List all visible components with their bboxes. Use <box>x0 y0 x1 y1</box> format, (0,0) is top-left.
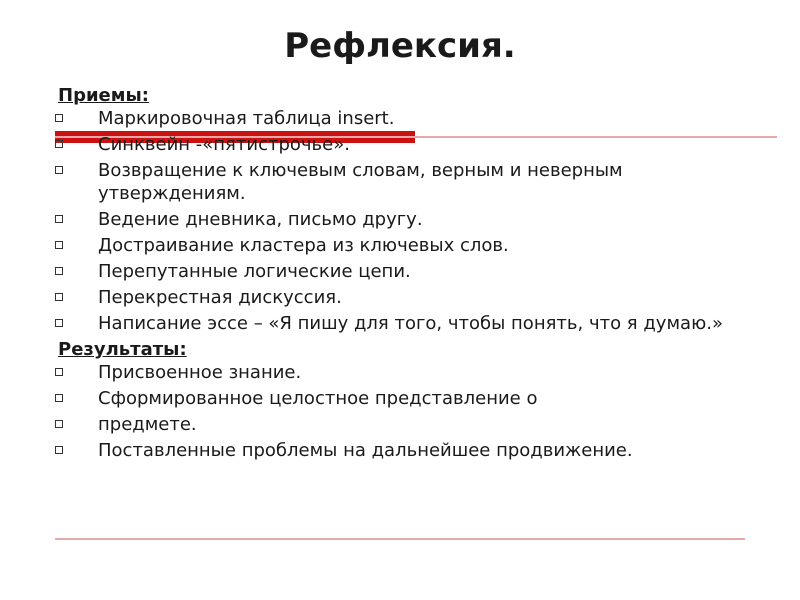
bottom-divider <box>55 538 745 540</box>
list-item: Присвоенное знание. <box>52 361 752 384</box>
list-item: Ведение дневника, письмо другу. <box>52 208 752 231</box>
square-bullet-icon <box>55 241 63 249</box>
square-bullet-icon <box>55 140 63 148</box>
square-bullet-icon <box>55 446 63 454</box>
list-item: Маркировочная таблица insert. <box>52 107 752 130</box>
methods-list <box>52 107 752 335</box>
list-item: Перекрестная дискуссия. <box>52 286 752 309</box>
square-bullet-icon <box>55 394 63 402</box>
square-bullet-icon <box>55 293 63 301</box>
list-item: предмете. <box>52 413 752 436</box>
square-bullet-icon <box>55 166 63 174</box>
list-item: Написание эссе – «Я пишу для того, чтобы понять, что я думаю.» <box>52 312 752 335</box>
list-item: Перепутанные логические цепи. <box>52 260 752 283</box>
results-list <box>52 361 752 462</box>
list-item: Достраивание кластера из ключевых слов. <box>52 234 752 257</box>
square-bullet-icon <box>55 114 63 122</box>
square-bullet-icon <box>55 368 63 376</box>
section-heading-results: Результаты: <box>58 339 187 360</box>
square-bullet-icon <box>55 267 63 275</box>
list-item: Возвращение к ключевым словам, верным и неверным утверждениям. <box>52 159 752 205</box>
list-item: Сформированное целостное представление о <box>52 387 752 410</box>
square-bullet-icon <box>55 319 63 327</box>
square-bullet-icon <box>55 215 63 223</box>
slide-title: Рефлексия. <box>284 26 516 66</box>
list-item: Поставленные проблемы на дальнейшее продвижение. <box>52 439 752 462</box>
slide-content <box>52 84 752 465</box>
list-item: Синквейн -«пятистрочье». <box>52 133 752 156</box>
section-heading-methods: Приемы: <box>58 85 149 106</box>
square-bullet-icon <box>55 420 63 428</box>
